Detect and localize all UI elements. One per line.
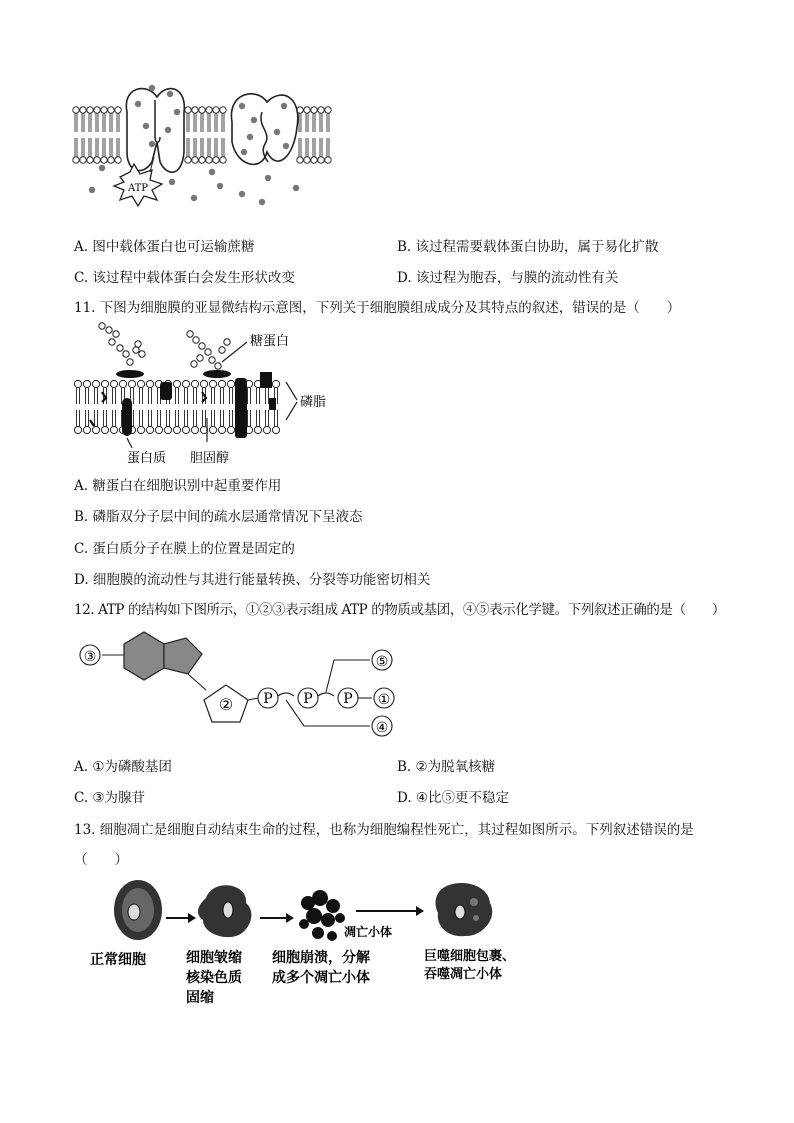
integral-protein-left — [122, 398, 132, 436]
atp-structure-diagram — [78, 630, 408, 745]
q11-option-c[interactable]: C. 蛋白质分子在膜上的位置是固定的 — [74, 541, 295, 557]
integral-protein-right — [235, 378, 247, 438]
glycoprotein-base-left — [116, 370, 144, 378]
phospholipid-label: 磷脂 — [300, 395, 327, 410]
q12-option-a[interactable]: A. ①为磷酸基团 — [74, 759, 172, 775]
label-1: ① — [377, 692, 391, 708]
stage4-line2: 吞噬凋亡小体 — [424, 967, 503, 982]
peripheral-protein — [160, 382, 172, 400]
atp-label: ATP — [127, 183, 149, 194]
label-2: ② — [218, 695, 234, 714]
phospholipid-heads-bottom — [73, 157, 331, 163]
adenine-six-ring — [124, 632, 164, 680]
stage3-line1: 细胞崩溃，分解 — [272, 950, 370, 966]
cholesterol-label: 胆固醇 — [190, 451, 230, 466]
q11-option-a[interactable]: A. 糖蛋白在细胞识别中起重要作用 — [74, 478, 282, 494]
cholesterol-mark — [90, 392, 206, 426]
protein-block-small — [269, 398, 276, 410]
q12-option-c[interactable]: C. ③为腺苷 — [74, 790, 146, 806]
apoptotic-bodies — [299, 890, 345, 941]
svg-text:P: P — [303, 691, 313, 707]
q13-stem: 13. 细胞凋亡是细胞自动结束生命的过程，也称为细胞编程性死亡，其过程如图所示。下列叙述错误的是 — [74, 822, 694, 838]
label-4: ④ — [375, 720, 389, 736]
apoptotic-body-tag: 凋亡小体 — [344, 925, 393, 939]
stage4-line1: 巨噬细胞包裹、 — [424, 949, 516, 964]
apoptosis-diagram — [88, 878, 548, 1008]
stage2-line3: 固缩 — [186, 990, 214, 1006]
q10-option-a[interactable]: A. 图中载体蛋白也可运输蔗糖 — [74, 239, 255, 255]
q12-option-b[interactable]: B. ②为脱氧核糖 — [397, 759, 496, 775]
q11-option-d[interactable]: D. 细胞膜的流动性与其进行能量转换、分裂等功能密切相关 — [74, 572, 431, 588]
q12-stem: 12. ATP 的结构如下图所示，①②③表示组成 ATP 的物质或基团，④⑤表示化学键。下列叙述正确的是（ ） — [74, 602, 725, 618]
protein-block-right — [260, 372, 272, 388]
q10-option-d[interactable]: D. 该过程为胞吞，与膜的流动性有关 — [397, 270, 619, 286]
cell-membrane-diagram — [72, 320, 352, 470]
stage3-line2: 成多个凋亡小体 — [272, 970, 370, 986]
q12-option-d[interactable]: D. ④比⑤更不稳定 — [397, 790, 510, 806]
q11-option-b[interactable]: B. 磷脂双分子层中间的疏水层通常情况下呈液态 — [74, 509, 363, 525]
glycoprotein-label: 糖蛋白 — [250, 334, 290, 349]
stage2-line2: 核染色质 — [186, 970, 242, 986]
stage2-line1: 细胞皱缩 — [186, 950, 242, 966]
label-3: ③ — [83, 649, 97, 665]
membrane-transport-diagram — [72, 82, 342, 212]
stage1-label: 正常细胞 — [90, 952, 146, 968]
q13-stem-paren: （ ） — [74, 852, 128, 868]
protein-label: 蛋白质 — [127, 451, 167, 466]
glycoprotein-base-right — [203, 370, 231, 378]
q10-option-b[interactable]: B. 该过程需要载体蛋白协助，属于易化扩散 — [397, 239, 659, 255]
label-5: ⑤ — [375, 654, 389, 670]
svg-text:P: P — [343, 691, 353, 707]
adenine-five-ring — [164, 638, 202, 674]
q11-stem: 11. 下图为细胞膜的亚显微结构示意图，下列关于细胞膜组成成分及其特点的叙述，错误的是（ ） — [74, 300, 681, 316]
svg-text:P: P — [263, 691, 273, 707]
q10-option-c[interactable]: C. 该过程中载体蛋白会发生形状改变 — [74, 270, 295, 286]
